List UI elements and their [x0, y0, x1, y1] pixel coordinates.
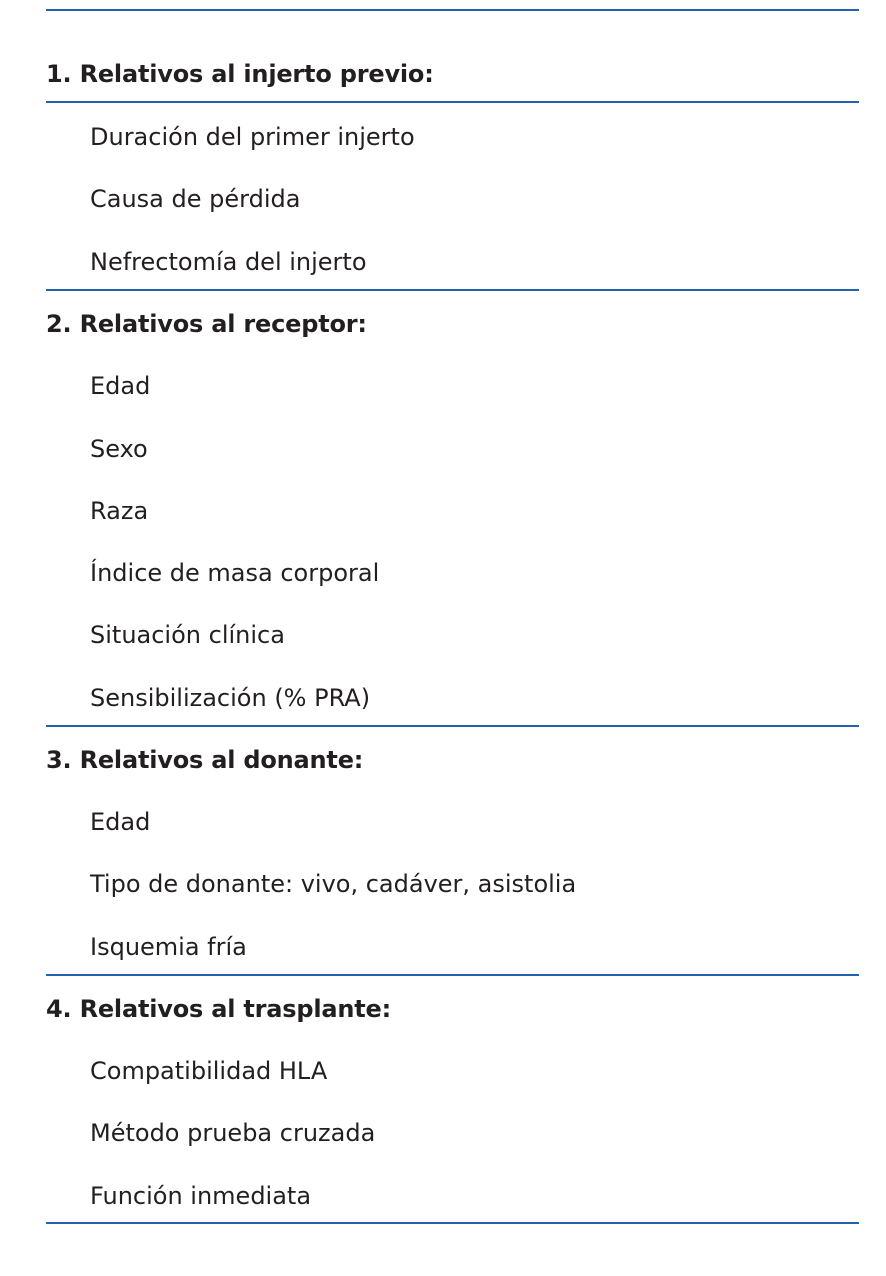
- list-item: Sexo: [90, 435, 148, 463]
- list-item: Función inmediata: [90, 1182, 312, 1210]
- section-heading-donante: 3. Relativos al donante:: [46, 746, 364, 774]
- list-item: Edad: [90, 808, 151, 836]
- section-rule: [46, 101, 859, 103]
- list-item: Duración del primer injerto: [90, 123, 415, 151]
- section-heading-injerto-previo: 1. Relativos al injerto previo:: [46, 60, 434, 88]
- list-item: Sensibilización (% PRA): [90, 684, 371, 712]
- section-heading-trasplante: 4. Relativos al trasplante:: [46, 995, 392, 1023]
- list-item: Compatibilidad HLA: [90, 1057, 328, 1085]
- list-item: Método prueba cruzada: [90, 1119, 376, 1147]
- section-rule: [46, 725, 859, 727]
- list-item: Isquemia fría: [90, 933, 247, 961]
- section-rule: [46, 289, 859, 291]
- list-item: Edad: [90, 372, 151, 400]
- bottom-rule: [46, 1222, 859, 1224]
- list-item: Situación clínica: [90, 621, 285, 649]
- section-heading-receptor: 2. Relativos al receptor:: [46, 310, 367, 338]
- list-item: Raza: [90, 497, 149, 525]
- top-rule: [46, 9, 859, 11]
- list-item: Causa de pérdida: [90, 185, 301, 213]
- list-item: Índice de masa corporal: [90, 559, 380, 587]
- section-rule: [46, 974, 859, 976]
- list-item: Tipo de donante: vivo, cadáver, asistolia: [90, 870, 577, 898]
- list-item: Nefrectomía del injerto: [90, 248, 367, 276]
